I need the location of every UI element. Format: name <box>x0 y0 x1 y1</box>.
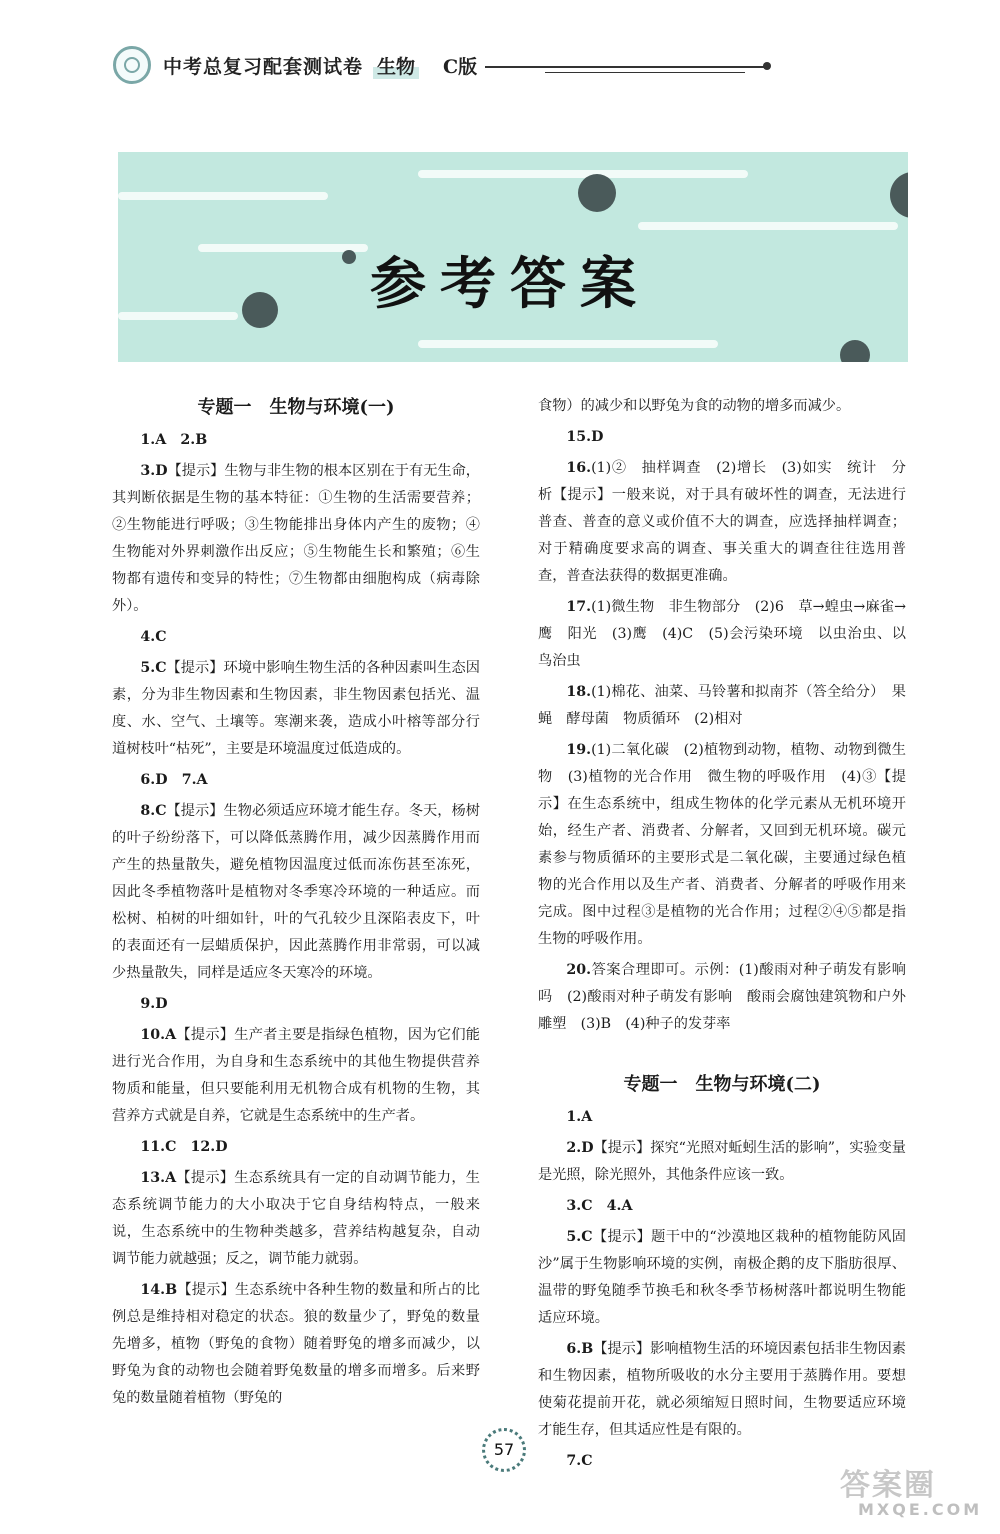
series-logo-icon <box>113 46 151 84</box>
answer-item <box>538 1104 906 1131</box>
answer-item <box>112 767 480 794</box>
answer-text: 【提示】生态系统中各种生物的数量和所占的比例总是维持相对稳定的状态。狼的数量少了，野兔的数量先增多，植物（野兔的食物）随着野兔的增多而减少，以野兔为食的动物也会随着野兔数量的增多而增多。后来野兔的数量随着植物（野兔的 <box>112 1282 480 1406</box>
answer-list <box>112 427 480 1412</box>
header-rule-dot <box>763 62 771 70</box>
subject-label: 生物 <box>373 52 419 79</box>
answer-item <box>538 737 906 953</box>
answer-label: 1.A <box>566 1109 593 1125</box>
answer-text: 【提示】生产者主要是指绿色植物，因为它们能进行光合作用，为自身和生态系统中的其他生物提供营养物质和能量，但只要能利用无机物合成有机物的生物，其营养方式就是自养，它就是生态系统中的生产者。 <box>112 1027 480 1124</box>
answer-label: 9.D <box>140 996 168 1012</box>
answer-item <box>538 679 906 733</box>
answer-continuation: 食物）的减少和以野兔为食的动物的增多而减少。 <box>538 398 851 414</box>
answer-label: 4.C <box>140 629 167 645</box>
banner-stripe <box>198 244 368 252</box>
answer-label: 15.D <box>566 429 604 445</box>
banner-title: 参考答案 <box>370 251 650 317</box>
answer-item <box>538 424 906 451</box>
answer-label: 6.B <box>566 1341 594 1357</box>
page-header <box>105 40 675 86</box>
answer-list <box>538 1104 906 1475</box>
answer-list <box>538 424 906 1038</box>
banner-stripe <box>418 170 748 178</box>
answer-item <box>112 798 480 987</box>
answer-item <box>538 594 906 675</box>
answer-label: 3.D <box>140 463 168 479</box>
banner-stripe <box>638 222 898 230</box>
answer-label: 13.A <box>140 1170 177 1186</box>
answer-text: 【提示】生态系统具有一定的自动调节能力，生态系统调节能力的大小取决于它自身结构特点，一般来说，生态系统中的生物种类越多，营养结构越复杂，自动调节能力就越强；反之，调节能力就弱。 <box>112 1170 480 1267</box>
banner-circle-decoration <box>578 174 616 212</box>
answer-item <box>112 1277 480 1412</box>
answer-label: 7.C <box>566 1453 593 1469</box>
answer-item <box>538 1336 906 1444</box>
answer-item <box>538 1193 906 1220</box>
answer-label: 5.C <box>140 660 167 676</box>
answer-item <box>538 455 906 590</box>
answer-text: 答案合理即可。示例：(1)酸雨对种子萌发有影响吗 (2)酸雨对种子萌发有影响 酸雨会腐蚀建筑物和户外雕塑 (3)B (4)种子的发芽率 <box>538 962 906 1032</box>
answer-label: 5.C <box>566 1229 593 1245</box>
site-watermark <box>840 1460 983 1520</box>
answer-text: 【提示】探究“光照对蚯蚓生活的影响”，实验变量是光照，除光照外，其他条件应该一致。 <box>538 1140 906 1183</box>
answer-item <box>112 1134 480 1161</box>
book-title: 中考总复习配套测试卷 <box>163 56 364 78</box>
answer-text: 【提示】题干中的“沙漠地区栽种的植物能防风固沙”属于生物影响环境的实例，南极企鹅的皮下脂肪很厚、温带的野兔随季节换毛和秋冬季节杨树落叶都说明生物能适应环境。 <box>538 1229 906 1326</box>
answer-label: 18. <box>566 684 592 700</box>
page-number: 57 <box>482 1428 526 1472</box>
banner-circle-decoration <box>342 250 356 264</box>
answer-item <box>538 1135 906 1189</box>
answer-label: 16. <box>566 460 592 476</box>
answer-text: 【提示】影响植物生活的环境因素包括非生物因素和生物因素，植物所吸收的水分主要用于蒸腾作用。要想使菊花提前开花，就必须缩短日照时间，生物要适应环境才能生存，但其适应性是有限的。 <box>538 1341 906 1438</box>
answer-label: 2.D <box>566 1140 594 1156</box>
banner-stripe <box>118 312 238 320</box>
answer-text: 【提示】生物与非生物的根本区别在于有无生命，其判断依据是生物的基本特征：①生物的生活需要营养；②生物能进行呼吸；③生物能排出身体内产生的废物；④生物能对外界刺激作出反应；⑤生物能生长和繁殖；⑥生物都有遗传和变异的特性；⑦生物都由细胞构成（病毒除外）。 <box>112 463 480 614</box>
answer-item <box>538 957 906 1038</box>
banner-circle-decoration <box>242 292 278 328</box>
banner-stripe <box>118 192 328 200</box>
answer-label: 17. <box>566 599 592 615</box>
answer-label: 6.D 7.A <box>140 772 208 788</box>
answer-text: (1)② 抽样调查 (2)增长 (3)如实 统计 分析【提示】一般来说，对于具有破坏性的调查，无法进行普查、普查的意义或价值不大的调查，应选择抽样调查；对于精确度要求高的调查、事关重大的调查往往选用普查，普查法获得的数据更准确。 <box>538 460 906 584</box>
answer-label: 10.A <box>140 1027 177 1043</box>
answer-item <box>112 624 480 651</box>
answer-label: 11.C 12.D <box>140 1139 228 1155</box>
answer-item <box>112 1022 480 1130</box>
answer-item <box>112 427 480 454</box>
answer-item <box>112 458 480 620</box>
answer-text: (1)二氧化碳 (2)植物到动物，植物、动物到微生物 (3)植物的光合作用 微生物的呼吸作用 (4)③【提示】在生态系统中，组成生物体的化学元素从无机环境开始，经生产者、消费者、分解者，又回到无机环境。碳元素参与物质循环的主要形式是二氧化碳，主要通过绿色植物的光合作用以及生产者、消费者、分解者的呼吸作用来完成。图中过程③是植物的光合作用；过程②④⑤都是指生物的呼吸作用。 <box>538 742 906 947</box>
answer-item <box>112 655 480 763</box>
watermark-text: 答案圈 <box>840 1468 936 1503</box>
answer-item <box>112 991 480 1018</box>
header-rule-secondary <box>545 72 745 73</box>
watermark-url: MXQE.COM <box>858 1500 983 1519</box>
banner-circle-decoration <box>890 172 908 218</box>
answer-item <box>112 1165 480 1273</box>
answer-item <box>538 1224 906 1332</box>
right-answer-column <box>538 393 906 1479</box>
answer-text: 【提示】环境中影响生物生活的各种因素叫生态因素，分为非生物因素和生物因素，非生物因素包括光、温度、水、空气、土壤等。寒潮来袭，造成小叶榕等部分行道树枝叶“枯死”，主要是环境温度过低造成的。 <box>112 660 480 757</box>
header-rule <box>485 66 765 68</box>
answer-text: 【提示】生物必须适应环境才能生存。冬天，杨树的叶子纷纷落下，可以降低蒸腾作用，减少因蒸腾作用而产生的热量散失，避免植物因温度过低而冻伤甚至冻死，因此冬季植物落叶是植物对冬季寒冷环境的一种适应。而松树、柏树的叶细如针，叶的气孔较少且深陷表皮下，叶的表面还有一层蜡质保护，因此蒸腾作用非常弱，可以减少热量散失，同样是适应冬天寒冷的环境。 <box>112 803 480 981</box>
answer-label: 20. <box>566 962 592 978</box>
banner-circle-decoration <box>840 340 870 362</box>
section-title: 专题一 生物与环境(一) <box>197 397 395 418</box>
banner-stripe <box>418 340 718 348</box>
left-answer-column <box>112 393 480 1416</box>
answer-label: 8.C <box>140 803 167 819</box>
section-title: 专题一 生物与环境(二) <box>623 1074 821 1095</box>
answer-label: 3.C 4.A <box>566 1198 633 1214</box>
answer-label: 19. <box>566 742 592 758</box>
answer-text: (1)微生物 非生物部分 (2)6 草→蝗虫→麻雀→鹰 阳光 (3)鹰 (4)C (5)会污染环境 以虫治虫、以鸟治虫 <box>538 599 906 669</box>
answer-text: (1)棉花、油菜、马铃薯和拟南芥（答全给分） 果蝇 酵母菌 物质循环 (2)相对 <box>538 684 906 727</box>
answer-banner <box>118 152 908 362</box>
answer-label: 14.B <box>140 1282 178 1298</box>
edition-label: C版 <box>443 56 478 78</box>
answer-label: 1.A 2.B <box>140 432 208 448</box>
